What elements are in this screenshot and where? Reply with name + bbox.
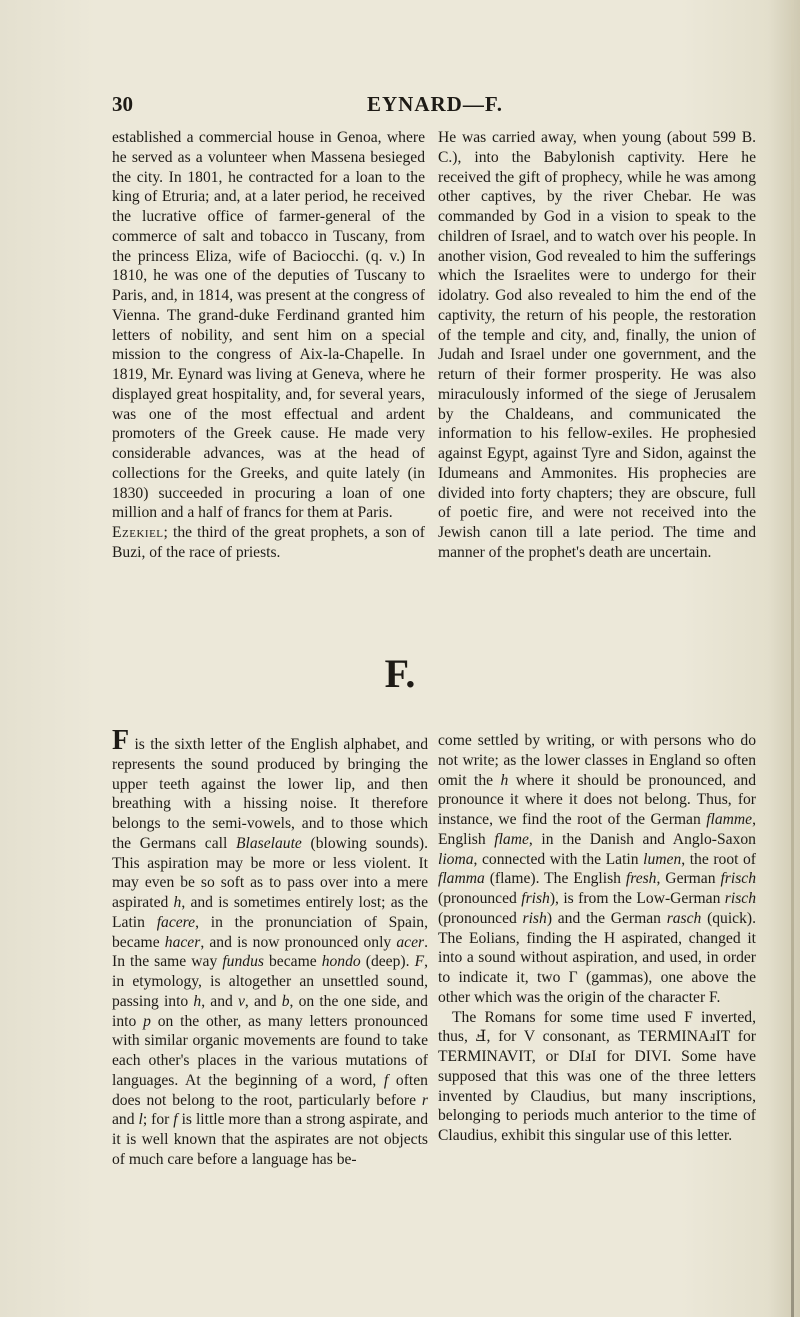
italic-term: fresh [625,870,657,888]
italic-term: flamme [706,811,753,828]
text-run: ) and the German [546,909,667,927]
text-run: , and is sometimes entirely lost; as the Latin [112,894,428,931]
italic-term: risch [724,890,756,907]
text-run: (quick). The Eolians, finding the H aspirated, changed it into a sound without aspiration, and used, in order to indicate it, two Γ (gammas), one above the other which was the origin of the character F. [438,909,756,1006]
eynard-entry-text: established a commercial house in Genoa, where he served as a volunteer when Massena besieged the city. In 1801, he contracted for a loan to the king of Etruria; and, at a later period, he received the lucrative office of farmer-general of the commerce of salt and tobacco in Tuscany, from the princess Eliza, wife of Baciocchi. (q. v.) In 1810, he was one of the deputies of Tuscany to Paris, and, in 1814, was present at the congress of Vienna. The grand-duke Ferdinand granted him letters of nobility, and sent him on a special mission to the congress of Aix-la-Chapelle. In 1819, Mr. Eynard was living at Geneva, where he displayed great hospitality, and, for several years, was one of the most effectual and ardent promoters of the Greek cause. He made very considerable advances, was at the head of collections for the Greeks, and quite lately (in 1830) succeeded in procuring a loan of one million and a half of francs for them at Paris. [112,129,425,522]
text-run: , on the one side, and into [112,992,428,1030]
text-run: , in the Danish and Anglo-Saxon [528,830,756,848]
italic-term: lumen [643,850,682,868]
text-run: , English [438,811,756,848]
italic-term: rasch [666,909,702,927]
text-run: (flame). The English [484,870,626,888]
section-heading: F. [384,651,416,696]
text-run: (pronounced [438,909,523,927]
text-run: , the root of [681,850,756,868]
text-run: , in the pronunciation of Spain, became [112,913,429,951]
italic-term: frish [521,890,550,907]
italic-term: b [281,992,290,1010]
italic-term: acer [396,933,425,951]
text-run: The Romans for some time used F inverted, thus, Ⅎ, for V consonant, as TERMINAⅎIT for TERMINAVIT, or DIⅎI for DIVI. Some have supposed that this was one of the three letters invented by Claudius, but many inscriptions, belonging to periods much anterior to the time of Claudius, exhibit this singular use of this letter. [438,1008,756,1144]
italic-term: F [414,953,425,971]
text-run: , and [244,992,282,1010]
text-run: on the other, as many letters pronounced with similar organic movements are found to take each other's places in the various mutations of languages. At the beginning of a word, [112,1012,428,1089]
ezekiel-entry-continued: He was carried away, when young (about 599 B. C.), into the Babylonish captivity. Here he received the gift of prophecy, while he was among other captives, by the river Chebar. He was commanded by God in a vision to speak to the children of Israel, and to watch over his people. In another vision, God revealed to him the sufferings which the Israelites were to undergo for their idolatry. God also revealed to him the end of the captivity, the return of his people, the restoration of the temple and city, and, finally, the union of Judah and Israel under one government, and the return of their former prosperity. He was also miraculously informed of the siege of Jerusalem by the Chaldeans, and communicated the information to his fellow-exiles. He prophesied against Egypt, against Tyre and Sidon, against the Idumeans and Ammonites. His prophecies are divided into forty chapters; they are obscure, full of poetic fire, and were not received into the Jewish canon till a late period. The time and manner of the prophet's death are uncertain. [438,129,756,561]
text-run: ; for [142,1111,174,1129]
italic-term: rish [522,909,547,927]
initial-letter: F [112,725,130,756]
italic-term: lioma [438,850,474,868]
ezekiel-entry-text: ; the third of the great prophets, a son of Buzi, of the race of priests. [112,524,425,561]
italic-term: v [237,992,245,1010]
text-run: and [112,1111,139,1129]
text-run: , and [201,992,238,1010]
paragraph [438,1008,756,1146]
italic-term: r [421,1091,428,1109]
running-title: EYNARD—F. [367,92,503,116]
italic-term: flamma [438,870,485,888]
text-run: , German [656,870,721,888]
text-run: . In the same way [112,933,428,971]
italic-term: fundus [222,953,264,971]
text-run: often does not belong to the root, particularly before [112,1071,428,1109]
page-number: 30 [112,92,133,116]
paragraph [112,128,425,523]
italic-term: h [193,992,202,1010]
text-run: , and is now pronounced only [200,933,397,951]
text-run: (pronounced [438,890,522,907]
paragraph [112,523,425,563]
italic-term: f [383,1071,389,1089]
italic-term: p [143,1012,151,1030]
italic-term: h [500,771,509,789]
text-run: is the sixth letter of the English alphabet, and represents the sound produced by bringing the upper teeth against the lower lip, and then breathing with a hissing noise. It therefore belongs to the semi-vowels, and to those which the Germans call [112,736,428,852]
text-run: is little more than a strong aspirate, and it is well known that the aspirates are not objects of much care before a language has be- [112,1111,429,1168]
column-top-right [438,128,756,563]
italic-term: flame [494,830,529,848]
italic-term: facere [156,913,196,931]
column-bottom-left [112,725,429,1170]
italic-term: f [173,1111,178,1129]
text-run: (blowing sounds). This aspiration may be more or less violent. It may even be so soft as to pass over into a mere aspirated [112,834,429,911]
column-bottom-right [438,731,756,1146]
text-run: , in etymology, is altogether an unsettled sound, passing into [112,953,428,1010]
text-run: (deep). [360,953,415,971]
column-top-left [112,128,425,563]
italic-term: frisch [720,870,756,888]
text-run: where it should be pronounced, and pronounce it where it does not belong. Thus, for instance, we find the root of the German [438,771,756,828]
italic-term: h [173,894,182,911]
paragraph [112,725,429,1170]
paragraph [438,128,756,563]
italic-term: l [138,1111,143,1129]
italic-term: hondo [321,953,361,971]
italic-term: hacer [164,933,201,951]
entry-headword-ezekiel: Ezekiel [112,524,164,541]
italic-term: Blaselaute [236,834,302,852]
text-run: come settled by writing, or with persons who do not write; as the lower classes in England so often omit the [438,732,756,789]
paragraph [438,731,756,1008]
page-header [112,92,702,116]
text-run: ), is from the Low-German [549,890,725,907]
text-run: became [263,953,322,971]
text-run: , connected with the Latin [473,850,644,868]
